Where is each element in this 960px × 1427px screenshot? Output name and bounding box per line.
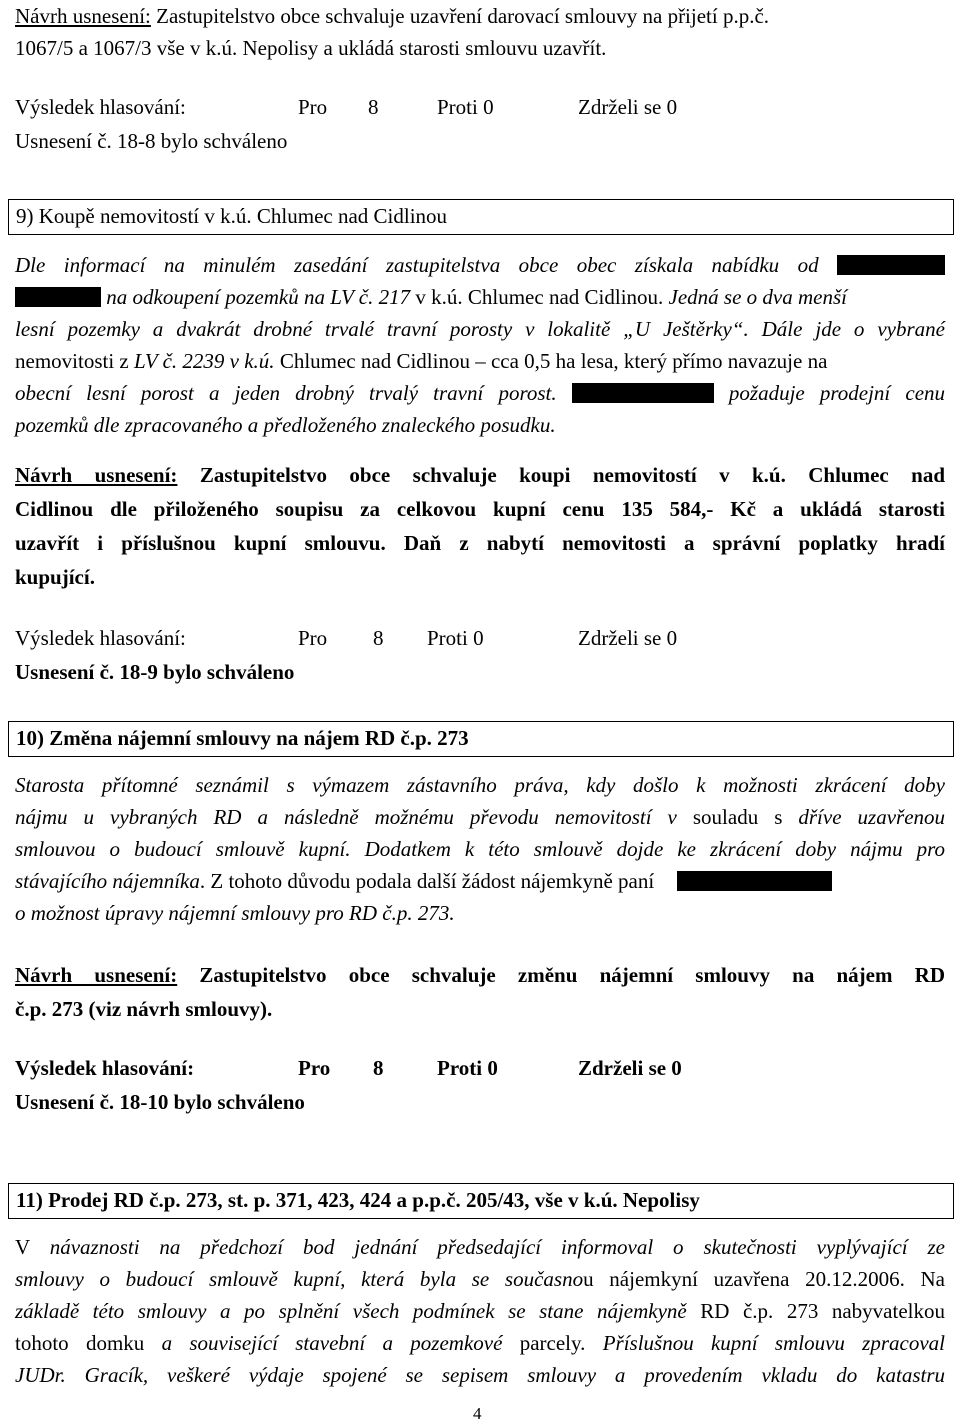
top-proposal	[15, 0, 945, 64]
section-9-line-2: na odkoupení pozemků na LV č. 217 v k.ú. Chlumec nad Cidlinou. Jedná se o dva menší	[15, 281, 945, 313]
vote-label: Výsledek hlasování:	[15, 1056, 195, 1080]
top-proposal-line-2: 1067/5 a 1067/3 vše v k.ú. Nepolisy a ukládá starosti smlouvu uzavřít.	[15, 36, 607, 60]
vote-line	[15, 1051, 945, 1085]
proposal-line-1: Návrh usnesení: Zastupitelstvo obce schvaluje koupi nemovitostí v k.ú. Chlumec nad	[15, 463, 945, 487]
section-9-line-4: nemovitosti z LV č. 2239 v k.ú. Chlumec nad Cidlinou – cca 0,5 ha lesa, který přímo navazuje na	[15, 349, 828, 373]
top-proposal-line-1: Návrh usnesení: Zastupitelstvo obce schvaluje uzavření darovací smlouvy na přijetí p.p.č.	[15, 4, 770, 28]
section-9-line-3: lesní pozemky a dvakrát drobné trvalé travní porosty v lokalitě „U Ještěrky“. Dále jde o vybrané	[15, 317, 945, 341]
vote-zdrzeli: Zdrželi se 0	[578, 1056, 682, 1080]
section-11-line-4: tohoto domku a související stavební a pozemkové parcely. Příslušnou kupní smlouvu zpracoval	[15, 1331, 946, 1355]
section-11-line-3: základě této smlouvy a po splnění všech podmínek se stane nájemkyně RD č.p. 273 nabyvatelkou	[15, 1299, 945, 1323]
section-10-line-4: stávajícího nájemníka. Z tohoto důvodu podala další žádost nájemkyně paní	[15, 865, 945, 897]
resolution-status: Usnesení č. 18-10 bylo schváleno	[15, 1090, 305, 1114]
section-9-heading: 9) Koupě nemovitostí v k.ú. Chlumec nad Cidlinou	[8, 199, 954, 235]
section-11-line-1: V návaznosti na předchozí bod jednání předsedající informoval o skutečnosti vyplývající ze	[15, 1235, 945, 1259]
vote-label: Výsledek hlasování:	[15, 95, 186, 119]
section-10-line-1: Starosta přítomné seznámil s výmazem zástavního práva, kdy došlo k možnosti zkrácení doby	[15, 773, 945, 797]
section-9-line-6: pozemků dle zpracovaného a předloženého znaleckého posudku.	[15, 413, 556, 437]
section-11-body	[15, 1231, 945, 1391]
vote-result-3	[15, 1051, 945, 1119]
section-11-heading: 11) Prodej RD č.p. 273, st. p. 371, 423, 424 a p.p.č. 205/43, vše v k.ú. Nepolisy	[8, 1183, 954, 1219]
vote-proti: Proti 0	[437, 95, 494, 119]
vote-zdrzeli: Zdrželi se 0	[578, 95, 678, 119]
redaction-block	[677, 871, 832, 891]
redaction-block	[15, 287, 101, 307]
section-10-line-3: smlouvou o budoucí smlouvě kupní. Dodatkem k této smlouvě dojde ke zkrácení doby nájmu pro	[15, 837, 945, 861]
proposal-label: Návrh usnesení:	[15, 4, 151, 28]
proposal-line-4: kupující.	[15, 565, 95, 589]
proposal-line-3: uzavřít i příslušnou kupní smlouvu. Daň z nabytí nemovitosti a správní poplatky hradí	[15, 531, 945, 555]
section-10-line-5: o možnost úpravy nájemní smlouvy pro RD č.p. 273.	[15, 901, 455, 925]
vote-line	[15, 90, 945, 124]
redaction-block	[837, 255, 945, 275]
section-10-body	[15, 769, 945, 929]
vote-proti: Proti 0	[437, 1056, 498, 1080]
section-10-proposal	[15, 958, 945, 1026]
section-11-line-2: smlouvy o budoucí smlouvě kupní, která byla se současnou nájemkyní uzavřena 20.12.2006. Na	[15, 1267, 945, 1291]
section-10-line-2: nájmu u vybraných RD a následně možnému převodu nemovitostí v souladu s dříve uzavřenou	[15, 805, 946, 829]
vote-proti: Proti 0	[427, 626, 484, 650]
vote-pro-count: 8	[373, 626, 384, 650]
section-11-line-5: JUDr. Gracík, veškeré výdaje spojené se sepisem smlouvy a provedením vkladu do katastru	[15, 1363, 945, 1387]
resolution-status: Usnesení č. 18-9 bylo schváleno	[15, 660, 295, 684]
vote-label: Výsledek hlasování:	[15, 626, 186, 650]
section-10-heading: 10) Změna nájemní smlouvy na nájem RD č.p. 273	[8, 721, 954, 757]
section-9-proposal	[15, 458, 945, 594]
vote-zdrzeli: Zdrželi se 0	[578, 626, 678, 650]
vote-result-2	[15, 621, 945, 689]
section-9-line-5: obecní lesní porost a jeden drobný trvalý travní porost. požaduje prodejní cenu	[15, 381, 946, 405]
proposal-line-2: Cidlinou dle přiloženého soupisu za celkovou kupní cenu 135 584,- Kč a ukládá starosti	[15, 497, 945, 521]
redaction-block	[572, 383, 714, 403]
vote-pro-label: Pro	[298, 95, 328, 119]
vote-result-1	[15, 90, 945, 158]
proposal-line-2: č.p. 273 (viz návrh smlouvy).	[15, 997, 273, 1021]
page-number: 4	[473, 1404, 482, 1423]
vote-line	[15, 621, 945, 655]
vote-pro-count: 8	[373, 1056, 384, 1080]
section-9-line-1: Dle informací na minulém zasedání zastupitelstva obce obec získala nabídku od	[15, 249, 945, 281]
vote-pro-label: Pro	[298, 626, 328, 650]
vote-pro-label: Pro	[298, 1056, 331, 1080]
vote-pro-count: 8	[368, 95, 379, 119]
section-9-body	[15, 249, 945, 441]
resolution-status: Usnesení č. 18-8 bylo schváleno	[15, 129, 288, 153]
proposal-line-1: Návrh usnesení: Zastupitelstvo obce schvaluje změnu nájemní smlouvy na nájem RD	[15, 963, 945, 987]
